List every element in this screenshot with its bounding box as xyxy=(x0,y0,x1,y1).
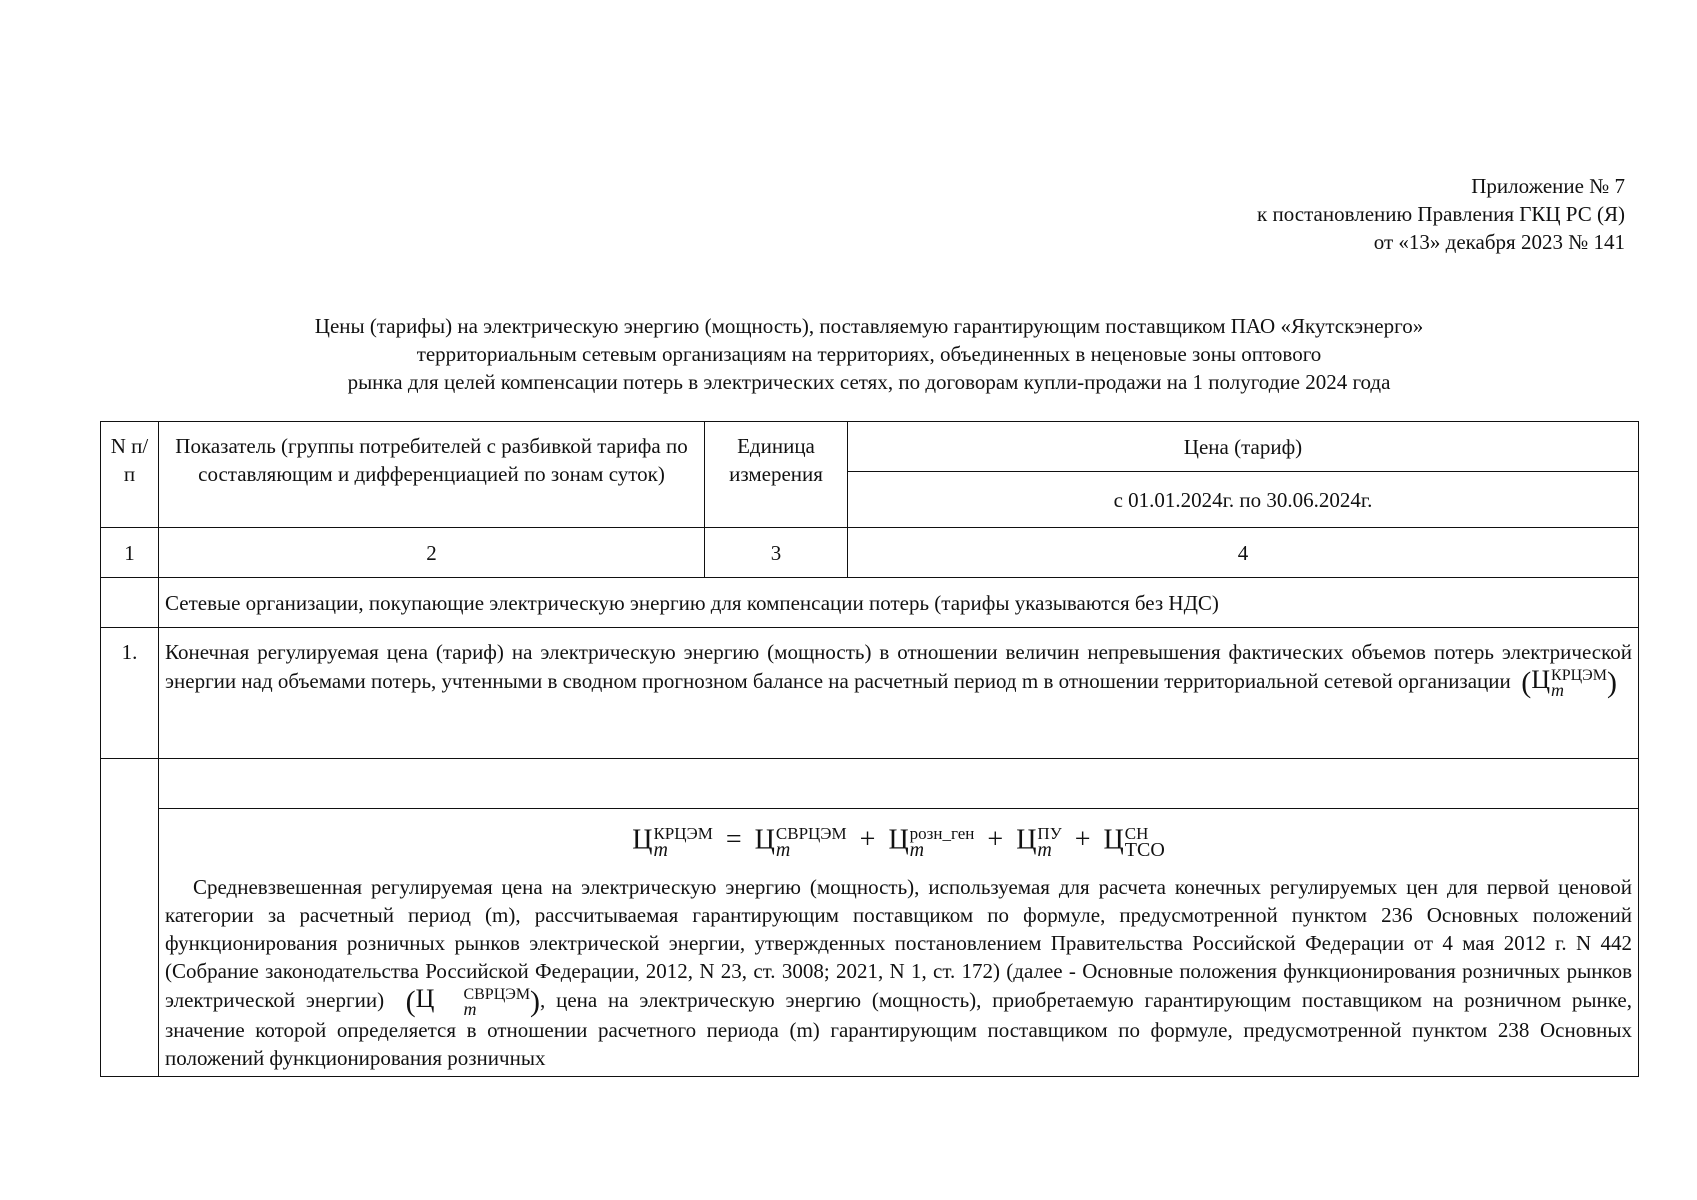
col-number-2: 2 xyxy=(159,528,705,578)
paragraph-symbol-base: Ц xyxy=(415,984,435,1013)
col-number-3: 3 xyxy=(705,528,848,578)
formula-t1-base: Ц xyxy=(754,824,775,856)
appendix-resolution: к постановлению Правления ГКЦ РС (Я) xyxy=(1257,202,1625,226)
equals-sign: = xyxy=(725,824,742,856)
formula-cell xyxy=(159,809,1639,1077)
col-number-1: 1 xyxy=(101,528,159,578)
header-period: с 01.01.2024г. по 30.06.2024г. xyxy=(848,472,1639,528)
row-3 xyxy=(101,809,1639,1077)
paragraph-part-2: , цена на электрическую энергию (мощность), приобретаемую гарантирующим поставщиком на розничном рынке, значение которой определяется в отношении расчетного периода (m) гарантирующим поставщиком по формуле, предусмотренной пунктом 238 Основных положений функционирования розничных xyxy=(165,988,1633,1071)
symbol-sup: КРЦЭМ xyxy=(1551,667,1607,685)
formula-t2-sup: розн_ген xyxy=(909,824,975,843)
header-price: Цена (тариф) xyxy=(848,422,1639,472)
col-number-4: 4 xyxy=(848,528,1639,578)
formula-t3-sup: ПУ xyxy=(1037,824,1062,843)
row-1 xyxy=(101,628,1639,759)
section-row xyxy=(101,578,1639,628)
formula-t2-sub: m xyxy=(909,839,925,861)
symbol-sub: m xyxy=(1551,680,1565,701)
row-2-empty-cell xyxy=(159,759,1639,809)
formula-t4-sup: СН xyxy=(1124,824,1149,843)
formula-lhs-sub: m xyxy=(653,839,668,861)
title-line-3: рынка для целей компенсации потерь в электрических сетях, по договорам купли-продажи на 1 полугодие 2024 года xyxy=(347,370,1391,394)
section-num-cell xyxy=(101,578,159,628)
paragraph-symbol-sup: СВРЦЭМ xyxy=(463,986,531,1004)
formula-t4-base: Ц xyxy=(1103,824,1124,856)
formula-t1-sub: m xyxy=(775,839,791,861)
formula-lhs-base: Ц xyxy=(632,824,653,856)
column-numbers-row xyxy=(101,528,1639,578)
formula-t2-base: Ц xyxy=(888,824,909,856)
formula-t1-sup: СВРЦЭМ xyxy=(775,824,847,843)
formula-t3-base: Ц xyxy=(1016,824,1037,856)
row-1-num: 1. xyxy=(101,628,159,759)
row-2-num-cell xyxy=(101,759,159,1077)
formula-t3-sub: m xyxy=(1037,839,1052,861)
title-line-1: Цены (тарифы) на электрическую энергию (мощность), поставляемую гарантирующим поставщиком ПАО «Якутскэнерго» xyxy=(314,314,1424,338)
section-label: Сетевые организации, покупающие электрическую энергию для компенсации потерь (тарифы указываются без НДС) xyxy=(159,578,1639,628)
formula xyxy=(165,809,1632,873)
paragraph-part-1: Средневзвешенная регулируемая цена на электрическую энергию (мощность), используемая для расчета конечных регулируемых цен для первой ценовой категории за расчетный период (m), рассчитываемая гарантирующим поставщиком по формуле, предусмотренной пунктом 236 Основных положений функционирования розничных рынков электрической энергии, утвержденных постановлением Правительства Российской Федерации от 4 мая 2012 г. N 442 (Собрание законодательства Российской Федерации, 2012, N 23, ст. 3008; 2021, N 1, ст. 172) (далее - Основные положения функционирования розничных рынков электрической энергии) xyxy=(165,875,1632,1012)
header-indicator: Показатель (группы потребителей с разбивкой тарифа по составляющим и дифференциацией по зонам суток) xyxy=(159,422,705,528)
paragraph-symbol-sub: m xyxy=(463,999,477,1020)
plus-sign: + xyxy=(1074,824,1091,856)
plus-sign: + xyxy=(987,824,1004,856)
header-num: N п/п xyxy=(101,422,159,528)
row-2 xyxy=(101,759,1639,809)
row-1-text-cell xyxy=(159,628,1639,759)
row-1-text: Конечная регулируемая цена (тариф) на электрическую энергию (мощность) в отношении величин непревышения фактических объемов потерь электрической энергии над объемами потерь, учтенными в сводном прогнозном балансе на расчетный период m в отношении территориальной сетевой организации xyxy=(165,640,1632,693)
title-line-2: территориальным сетевым организациям на территориях, объединенных в неценовые зоны оптового xyxy=(416,342,1322,366)
description-paragraph xyxy=(165,873,1632,1072)
plus-sign: + xyxy=(859,824,876,856)
formula-t4-sub: ТСО xyxy=(1124,839,1165,861)
tariff-table xyxy=(100,421,1639,1077)
header-row xyxy=(101,422,1639,472)
row-1-symbol: (Ц КРЦЭМ m ) xyxy=(1521,665,1617,701)
appendix-number: Приложение № 7 xyxy=(1471,174,1625,198)
document-title xyxy=(100,312,1638,396)
appendix-date: от «13» декабря 2023 № 141 xyxy=(1373,230,1625,254)
header-unit: Единица измерения xyxy=(705,422,848,528)
paragraph-symbol: (Ц СВРЦЭМ m ) xyxy=(405,984,541,1020)
appendix-block xyxy=(1257,172,1625,256)
formula-lhs-sup: КРЦЭМ xyxy=(653,824,713,843)
symbol-base: Ц xyxy=(1531,665,1551,694)
